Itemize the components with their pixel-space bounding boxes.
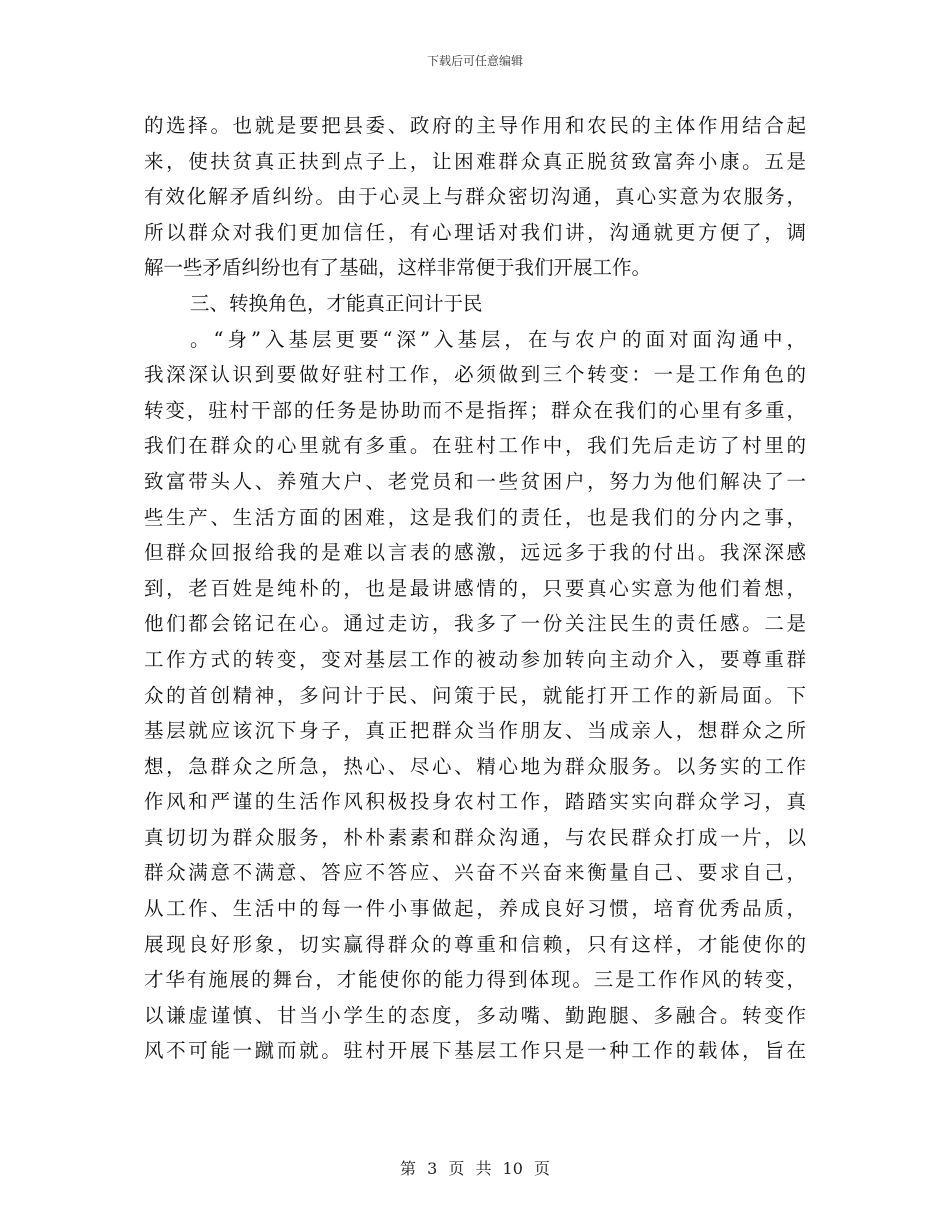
text-line: 群众满意不满意、答应不答应、兴奋不兴奋来衡量自己、要求自己， xyxy=(144,861,806,885)
text-line: 真切切为群众服务，朴朴素素和群众沟通，与农民群众打成一片，以 xyxy=(144,825,806,849)
text-line: 来，使扶贫真正扶到点子上，让困难群众真正脱贫致富奔小康。五是 xyxy=(144,149,806,173)
text-line: 到，老百姓是纯朴的，也是最讲感情的，只要真心实意为他们着想， xyxy=(144,576,806,600)
page-footer: 第 3 页 共 10 页 xyxy=(400,1159,550,1178)
section-heading xyxy=(144,286,806,322)
text-line: 但群众回报给我的是难以言表的感激，远远多于我的付出。我深深感 xyxy=(144,541,806,565)
text-line: 转变，驻村干部的任务是协助而不是指挥；群众在我们的心里有多重， xyxy=(144,398,806,422)
text-line: 展现良好形象，切实赢得群众的尊重和信赖，只有这样，才能使你的 xyxy=(144,932,806,956)
text-line: 我们在群众的心里就有多重。在驻村工作中，我们先后走访了村里的 xyxy=(144,434,806,458)
text-line: 我深深认识到要做好驻村工作，必须做到三个转变：一是工作角色的 xyxy=(144,363,806,387)
text-line: 众的首创精神，多问计于民、问策于民，就能打开工作的新局面。下 xyxy=(144,683,806,707)
paragraph xyxy=(144,108,806,286)
text-line: 。“身”入基层更要“深”入基层，在与农户的面对面沟通中， xyxy=(190,327,806,351)
text-line: 些生产、生活方面的困难，这是我们的责任，也是我们的分内之事， xyxy=(144,505,806,529)
text-line: 风不可能一蹴而就。驻村开展下基层工作只是一种工作的载体，旨在 xyxy=(144,1039,806,1063)
text-line: 从工作、生活中的每一件小事做起，养成良好习惯，培育优秀品质， xyxy=(144,897,806,921)
text-line: 基层就应该沉下身子，真正把群众当作朋友、当成亲人，想群众之所 xyxy=(144,719,806,743)
text-line: 他们都会铭记在心。通过走访，我多了一份关注民生的责任感。二是 xyxy=(144,612,806,636)
paragraph xyxy=(144,322,806,1069)
page-header: 下载后可任意编辑 xyxy=(426,54,523,68)
text-line: 致富带头人、养殖大户、老党员和一些贫困户，努力为他们解决了一 xyxy=(144,469,806,493)
text-line: 的选择。也就是要把县委、政府的主导作用和农民的主体作用结合起 xyxy=(144,114,806,137)
document-body xyxy=(144,108,806,1069)
text-line: 作风和严谨的生活作风积极投身农村工作，踏踏实实向群众学习，真 xyxy=(144,790,806,814)
heading-text: 三、转换角色，才能真正问计于民 xyxy=(190,291,483,315)
text-line: 才华有施展的舞台，才能使你的能力得到体现。三是工作作风的转变， xyxy=(144,968,806,992)
text-line: 以谦虚谨慎、甘当小学生的态度，多动嘴、勤跑腿、多融合。转变作 xyxy=(144,1003,806,1027)
text-line: 有效化解矛盾纠纷。由于心灵上与群众密切沟通，真心实意为农服务， xyxy=(144,185,806,209)
text-line: 解一些矛盾纠纷也有了基础，这样非常便于我们开展工作。 xyxy=(144,256,652,280)
text-line: 工作方式的转变，变对基层工作的被动参加转向主动介入，要尊重群 xyxy=(144,647,806,671)
text-line: 所以群众对我们更加信任，有心理话对我们讲，沟通就更方便了，调 xyxy=(144,220,806,244)
text-line: 想，急群众之所急，热心、尽心、精心地为群众服务。以务实的工作 xyxy=(144,754,806,778)
